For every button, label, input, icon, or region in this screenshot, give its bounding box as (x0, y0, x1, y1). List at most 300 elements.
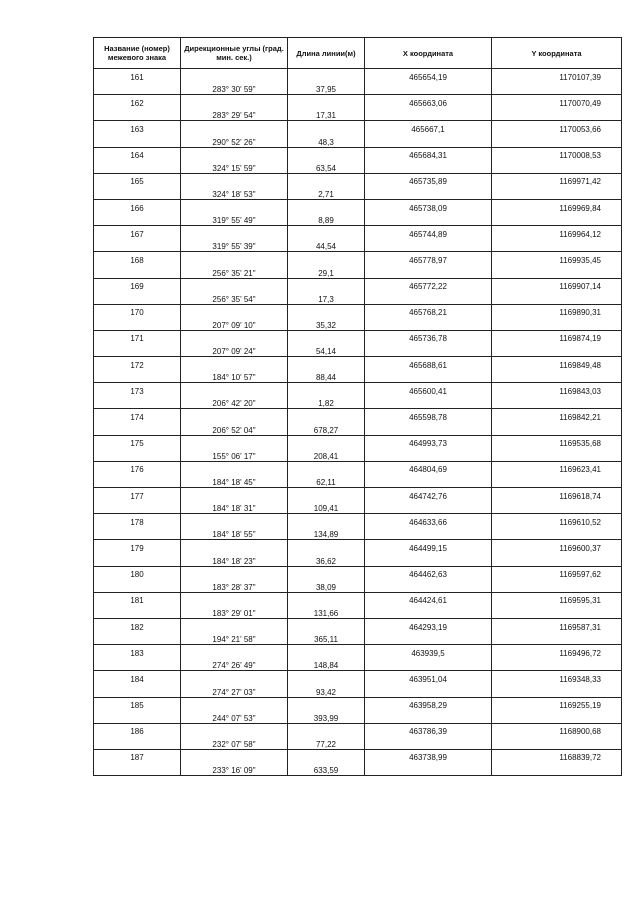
segment-row (94, 658, 622, 671)
empty-cell (492, 474, 622, 487)
point-name: 184 (94, 671, 181, 684)
empty-cell (492, 213, 622, 226)
segment-row (94, 684, 622, 697)
segment-length: 93,42 (288, 684, 365, 697)
header-name: Название (номер) межевого знака (94, 38, 181, 69)
segment-row (94, 474, 622, 487)
empty-cell (365, 605, 492, 618)
point-y: 1169842,21 (492, 409, 622, 422)
segment-angle: 207° 09' 10" (181, 317, 288, 330)
point-x: 464742,76 (365, 488, 492, 501)
empty-cell (492, 605, 622, 618)
segment-angle: 184° 18' 55" (181, 527, 288, 540)
empty-cell (288, 226, 365, 239)
empty-cell (492, 448, 622, 461)
empty-cell (492, 501, 622, 514)
header-y: Y координата (492, 38, 622, 69)
point-x: 463951,04 (365, 671, 492, 684)
empty-cell (288, 69, 365, 82)
segment-row (94, 343, 622, 356)
point-row (94, 330, 622, 343)
empty-cell (288, 147, 365, 160)
header-length: Длина линии(м) (288, 38, 365, 69)
empty-cell (181, 330, 288, 343)
empty-cell (492, 317, 622, 330)
empty-cell (492, 108, 622, 121)
empty-cell (181, 173, 288, 186)
point-x: 465600,41 (365, 383, 492, 396)
empty-cell (365, 527, 492, 540)
empty-cell (365, 213, 492, 226)
segment-length: 38,09 (288, 579, 365, 592)
empty-cell (94, 160, 181, 173)
segment-length: 17,31 (288, 108, 365, 121)
segment-length: 393,99 (288, 710, 365, 723)
segment-length: 62,11 (288, 474, 365, 487)
empty-cell (288, 409, 365, 422)
empty-cell (288, 330, 365, 343)
point-y: 1169874,19 (492, 330, 622, 343)
empty-cell (94, 553, 181, 566)
empty-cell (288, 121, 365, 134)
empty-cell (94, 762, 181, 775)
empty-cell (94, 213, 181, 226)
empty-cell (365, 632, 492, 645)
empty-cell (181, 592, 288, 605)
empty-cell (492, 684, 622, 697)
empty-cell (492, 265, 622, 278)
empty-cell (365, 160, 492, 173)
point-name: 178 (94, 514, 181, 527)
point-y: 1169255,19 (492, 697, 622, 710)
segment-angle: 155° 06' 17" (181, 448, 288, 461)
empty-cell (181, 697, 288, 710)
segment-angle: 244° 07' 53" (181, 710, 288, 723)
empty-cell (365, 474, 492, 487)
header-x: X координата (365, 38, 492, 69)
empty-cell (181, 357, 288, 370)
segment-angle: 207° 09' 24" (181, 343, 288, 356)
segment-angle: 206° 52' 04" (181, 422, 288, 435)
point-y: 1169610,52 (492, 514, 622, 527)
empty-cell (181, 618, 288, 631)
point-name: 163 (94, 121, 181, 134)
empty-cell (365, 82, 492, 95)
segment-angle: 324° 18' 53" (181, 186, 288, 199)
point-name: 172 (94, 357, 181, 370)
point-x: 465684,31 (365, 147, 492, 160)
empty-cell (492, 527, 622, 540)
empty-cell (288, 461, 365, 474)
empty-cell (288, 173, 365, 186)
point-y: 1169496,72 (492, 645, 622, 658)
point-x: 464633,66 (365, 514, 492, 527)
empty-cell (288, 618, 365, 631)
empty-cell (288, 488, 365, 501)
point-row (94, 461, 622, 474)
point-name: 177 (94, 488, 181, 501)
empty-cell (492, 291, 622, 304)
segment-row (94, 396, 622, 409)
segment-length: 77,22 (288, 736, 365, 749)
point-row (94, 514, 622, 527)
segment-length: 148,84 (288, 658, 365, 671)
empty-cell (492, 239, 622, 252)
point-row (94, 435, 622, 448)
empty-cell (181, 383, 288, 396)
segment-row (94, 317, 622, 330)
empty-cell (288, 383, 365, 396)
point-name: 182 (94, 618, 181, 631)
segment-angle: 256° 35' 21" (181, 265, 288, 278)
segment-angle: 319° 55' 49" (181, 213, 288, 226)
point-row (94, 723, 622, 736)
segment-angle: 233° 16' 09" (181, 762, 288, 775)
empty-cell (94, 448, 181, 461)
empty-cell (365, 291, 492, 304)
segment-length: 1,82 (288, 396, 365, 409)
header-angles: Дирекционные углы (град. мин. сек.) (181, 38, 288, 69)
point-row (94, 226, 622, 239)
empty-cell (492, 370, 622, 383)
segment-length: 48,3 (288, 134, 365, 147)
point-y: 1169535,68 (492, 435, 622, 448)
point-y: 1169623,41 (492, 461, 622, 474)
empty-cell (94, 82, 181, 95)
empty-cell (94, 605, 181, 618)
point-y: 1170107,39 (492, 69, 622, 82)
segment-row (94, 448, 622, 461)
point-name: 169 (94, 278, 181, 291)
segment-angle: 324° 15' 59" (181, 160, 288, 173)
empty-cell (288, 357, 365, 370)
segment-row (94, 762, 622, 775)
point-y: 1170053,66 (492, 121, 622, 134)
point-x: 464499,15 (365, 540, 492, 553)
segment-length: 44,54 (288, 239, 365, 252)
point-name: 166 (94, 199, 181, 212)
table-body (94, 69, 622, 776)
point-x: 464293,19 (365, 618, 492, 631)
point-y: 1169600,37 (492, 540, 622, 553)
empty-cell (492, 160, 622, 173)
segment-row (94, 501, 622, 514)
point-name: 180 (94, 566, 181, 579)
point-row (94, 488, 622, 501)
point-row (94, 278, 622, 291)
empty-cell (94, 474, 181, 487)
empty-cell (365, 186, 492, 199)
point-y: 1169964,12 (492, 226, 622, 239)
point-y: 1169935,45 (492, 252, 622, 265)
point-y: 1169907,14 (492, 278, 622, 291)
empty-cell (181, 645, 288, 658)
point-x: 465735,89 (365, 173, 492, 186)
empty-cell (365, 658, 492, 671)
empty-cell (181, 671, 288, 684)
point-x: 465738,09 (365, 199, 492, 212)
empty-cell (492, 134, 622, 147)
empty-cell (365, 736, 492, 749)
empty-cell (181, 69, 288, 82)
point-x: 463786,39 (365, 723, 492, 736)
empty-cell (492, 762, 622, 775)
segment-angle: 184° 18' 45" (181, 474, 288, 487)
point-row (94, 121, 622, 134)
empty-cell (492, 343, 622, 356)
empty-cell (288, 592, 365, 605)
point-y: 1169890,31 (492, 304, 622, 317)
empty-cell (288, 671, 365, 684)
point-row (94, 173, 622, 186)
point-row (94, 645, 622, 658)
segment-row (94, 370, 622, 383)
empty-cell (181, 278, 288, 291)
segment-length: 2,71 (288, 186, 365, 199)
point-x: 463939,5 (365, 645, 492, 658)
point-y: 1169618,74 (492, 488, 622, 501)
point-name: 183 (94, 645, 181, 658)
point-x: 465778,97 (365, 252, 492, 265)
point-x: 463738,99 (365, 749, 492, 762)
segment-row (94, 553, 622, 566)
empty-cell (492, 658, 622, 671)
empty-cell (288, 304, 365, 317)
empty-cell (492, 396, 622, 409)
empty-cell (94, 108, 181, 121)
segment-angle: 290° 52' 26" (181, 134, 288, 147)
point-name: 187 (94, 749, 181, 762)
empty-cell (365, 396, 492, 409)
empty-cell (94, 317, 181, 330)
segment-row (94, 108, 622, 121)
point-name: 165 (94, 173, 181, 186)
empty-cell (365, 370, 492, 383)
point-x: 465654,19 (365, 69, 492, 82)
empty-cell (94, 186, 181, 199)
point-y: 1169348,33 (492, 671, 622, 684)
empty-cell (365, 553, 492, 566)
empty-cell (94, 265, 181, 278)
empty-cell (365, 239, 492, 252)
point-name: 179 (94, 540, 181, 553)
empty-cell (288, 645, 365, 658)
empty-cell (181, 95, 288, 108)
segment-length: 37,95 (288, 82, 365, 95)
point-row (94, 252, 622, 265)
point-x: 465667,1 (365, 121, 492, 134)
segment-row (94, 605, 622, 618)
empty-cell (365, 134, 492, 147)
point-row (94, 199, 622, 212)
empty-cell (94, 134, 181, 147)
segment-length: 109,41 (288, 501, 365, 514)
point-name: 170 (94, 304, 181, 317)
point-name: 168 (94, 252, 181, 265)
point-y: 1169587,31 (492, 618, 622, 631)
empty-cell (288, 697, 365, 710)
empty-cell (181, 488, 288, 501)
point-x: 465772,22 (365, 278, 492, 291)
segment-length: 54,14 (288, 343, 365, 356)
segment-angle: 183° 28' 37" (181, 579, 288, 592)
point-row (94, 95, 622, 108)
empty-cell (181, 540, 288, 553)
segment-length: 17,3 (288, 291, 365, 304)
segment-row (94, 527, 622, 540)
empty-cell (365, 501, 492, 514)
empty-cell (94, 291, 181, 304)
point-x: 465688,61 (365, 357, 492, 370)
segment-length: 678,27 (288, 422, 365, 435)
point-name: 164 (94, 147, 181, 160)
point-row (94, 147, 622, 160)
segment-angle: 319° 55' 39" (181, 239, 288, 252)
segment-angle: 184° 18' 31" (181, 501, 288, 514)
point-name: 175 (94, 435, 181, 448)
point-row (94, 749, 622, 762)
segment-length: 633,59 (288, 762, 365, 775)
segment-angle: 206° 42' 20" (181, 396, 288, 409)
empty-cell (492, 632, 622, 645)
point-y: 1169849,48 (492, 357, 622, 370)
empty-cell (365, 684, 492, 697)
empty-cell (94, 343, 181, 356)
point-x: 465768,21 (365, 304, 492, 317)
segment-row (94, 632, 622, 645)
empty-cell (94, 422, 181, 435)
segment-angle: 183° 29' 01" (181, 605, 288, 618)
segment-angle: 283° 29' 54" (181, 108, 288, 121)
point-row (94, 69, 622, 82)
segment-angle: 283° 30' 59" (181, 82, 288, 95)
segment-row (94, 134, 622, 147)
point-y: 1169971,42 (492, 173, 622, 186)
empty-cell (181, 304, 288, 317)
point-y: 1169843,03 (492, 383, 622, 396)
empty-cell (492, 422, 622, 435)
empty-cell (365, 422, 492, 435)
point-x: 464804,69 (365, 461, 492, 474)
point-row (94, 697, 622, 710)
empty-cell (288, 540, 365, 553)
point-row (94, 671, 622, 684)
segment-row (94, 239, 622, 252)
segment-length: 35,32 (288, 317, 365, 330)
point-x: 463958,29 (365, 697, 492, 710)
segment-row (94, 265, 622, 278)
segment-angle: 256° 35' 54" (181, 291, 288, 304)
empty-cell (365, 108, 492, 121)
empty-cell (365, 579, 492, 592)
segment-length: 63,54 (288, 160, 365, 173)
empty-cell (94, 527, 181, 540)
segment-row (94, 213, 622, 226)
segment-angle: 274° 26' 49" (181, 658, 288, 671)
empty-cell (288, 435, 365, 448)
point-y: 1169597,62 (492, 566, 622, 579)
empty-cell (181, 749, 288, 762)
point-x: 465663,06 (365, 95, 492, 108)
point-x: 465598,78 (365, 409, 492, 422)
point-y: 1170070,49 (492, 95, 622, 108)
empty-cell (492, 710, 622, 723)
point-name: 162 (94, 95, 181, 108)
segment-length: 8,89 (288, 213, 365, 226)
empty-cell (94, 710, 181, 723)
empty-cell (94, 501, 181, 514)
empty-cell (181, 226, 288, 239)
segment-angle: 184° 18' 23" (181, 553, 288, 566)
segment-length: 134,89 (288, 527, 365, 540)
empty-cell (492, 553, 622, 566)
empty-cell (365, 265, 492, 278)
empty-cell (365, 762, 492, 775)
segment-row (94, 579, 622, 592)
point-x: 464993,73 (365, 435, 492, 448)
empty-cell (181, 409, 288, 422)
point-y: 1170008,53 (492, 147, 622, 160)
empty-cell (181, 121, 288, 134)
coordinates-table (93, 37, 622, 776)
empty-cell (94, 632, 181, 645)
segment-row (94, 422, 622, 435)
segment-length: 29,1 (288, 265, 365, 278)
empty-cell (492, 579, 622, 592)
segment-length: 208,41 (288, 448, 365, 461)
point-x: 465736,78 (365, 330, 492, 343)
empty-cell (181, 723, 288, 736)
header-row (94, 38, 622, 69)
point-name: 176 (94, 461, 181, 474)
empty-cell (94, 736, 181, 749)
point-y: 1168900,68 (492, 723, 622, 736)
segment-row (94, 160, 622, 173)
empty-cell (288, 749, 365, 762)
empty-cell (181, 514, 288, 527)
point-name: 161 (94, 69, 181, 82)
point-x: 464462,63 (365, 566, 492, 579)
point-name: 185 (94, 697, 181, 710)
empty-cell (288, 566, 365, 579)
point-name: 181 (94, 592, 181, 605)
segment-length: 131,66 (288, 605, 365, 618)
empty-cell (288, 278, 365, 291)
point-y: 1169969,84 (492, 199, 622, 212)
point-row (94, 540, 622, 553)
empty-cell (94, 239, 181, 252)
empty-cell (365, 710, 492, 723)
segment-length: 365,11 (288, 632, 365, 645)
segment-row (94, 82, 622, 95)
empty-cell (94, 370, 181, 383)
empty-cell (288, 723, 365, 736)
empty-cell (181, 252, 288, 265)
empty-cell (94, 396, 181, 409)
segment-angle: 232° 07' 58" (181, 736, 288, 749)
segment-row (94, 291, 622, 304)
empty-cell (288, 95, 365, 108)
empty-cell (94, 658, 181, 671)
point-name: 174 (94, 409, 181, 422)
point-x: 464424,61 (365, 592, 492, 605)
empty-cell (492, 186, 622, 199)
point-row (94, 383, 622, 396)
table-header (94, 38, 622, 69)
point-row (94, 357, 622, 370)
empty-cell (492, 82, 622, 95)
empty-cell (181, 461, 288, 474)
